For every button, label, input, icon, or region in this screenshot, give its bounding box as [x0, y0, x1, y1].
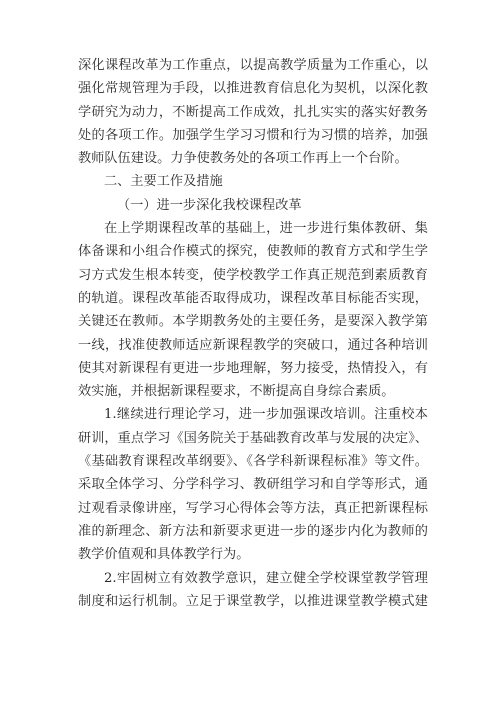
- text-line: 准的新理念、新方法和新要求更进一步的逐步内化为教师的: [78, 523, 428, 539]
- subsection-heading: [78, 194, 428, 217]
- text-line: 的轨道。课程改革能否取得成功，课程改革目标能否实现，: [78, 290, 428, 306]
- text-line: 深化课程改革为工作重点，以提高教学质量为工作重心，以: [78, 58, 428, 73]
- paragraph-item-1: [78, 403, 428, 566]
- text-line: 使其对新课程有更进一步地理解，努力接受，热情投入，有: [78, 360, 428, 376]
- text-line: 处的各项工作。加强学生学习习惯和行为习惯的培养，加强: [78, 127, 428, 143]
- paragraph-intro-continued: [78, 54, 428, 170]
- text-line: 关键还在教师。本学期教务处的主要任务，是要深入教学第: [78, 314, 428, 330]
- text-line: 1.继续进行理论学习，进一步加强课改培训。注重校本: [104, 407, 428, 423]
- paragraph-item-2: [78, 567, 428, 614]
- text-line: 在上学期课程改革的基础上，进一步进行集体教研、集: [104, 221, 428, 237]
- text-line: 过观看录像讲座，写学习心得体会等方法，真正把新课程标: [78, 500, 428, 516]
- section-heading: [78, 170, 428, 193]
- heading-text: （一）进一步深化我校课程改革: [117, 197, 302, 213]
- text-line: 研训，重点学习《国务院关于基础教育改革与发展的决定》、: [78, 430, 428, 446]
- text-line: 教师队伍建设。力争使教务处的各项工作再上一个台阶。: [78, 151, 408, 167]
- text-line: 习方式发生根本转变，使学校教学工作真正规范到素质教育: [78, 267, 428, 283]
- document-body: [78, 54, 428, 613]
- text-line: 学研究为动力，不断提高工作成效，扎扎实实的落实好教务: [78, 104, 428, 120]
- text-line: 效实施，并根据新课程要求，不断提高自身综合素质。: [78, 384, 395, 400]
- text-line: 《基础教育课程改革纲要》、《各学科新课程标准》等文件。: [78, 454, 428, 470]
- text-line: 体备课和小组合作模式的探究，使教师的教育方式和学生学: [78, 244, 428, 260]
- heading-text: 二、主要工作及措施: [104, 174, 223, 190]
- text-line: 强化常规管理为手段，以推进教育信息化为契机，以深化教: [78, 81, 428, 97]
- paragraph-curriculum-reform: [78, 217, 428, 403]
- text-line: 采取全体学习、分学科学习、教研组学习和自学等形式，通: [78, 477, 428, 493]
- text-line: 教学价值观和具体教学行为。: [78, 547, 250, 563]
- text-line: 2.牢固树立有效教学意识，建立健全学校课堂教学管理: [104, 570, 428, 586]
- text-line: 一线，找准使教师适应新课程教学的突破口，通过各种培训: [78, 337, 428, 353]
- text-line: 制度和运行机制。立足于课堂教学，以推进课堂教学模式建: [78, 593, 428, 609]
